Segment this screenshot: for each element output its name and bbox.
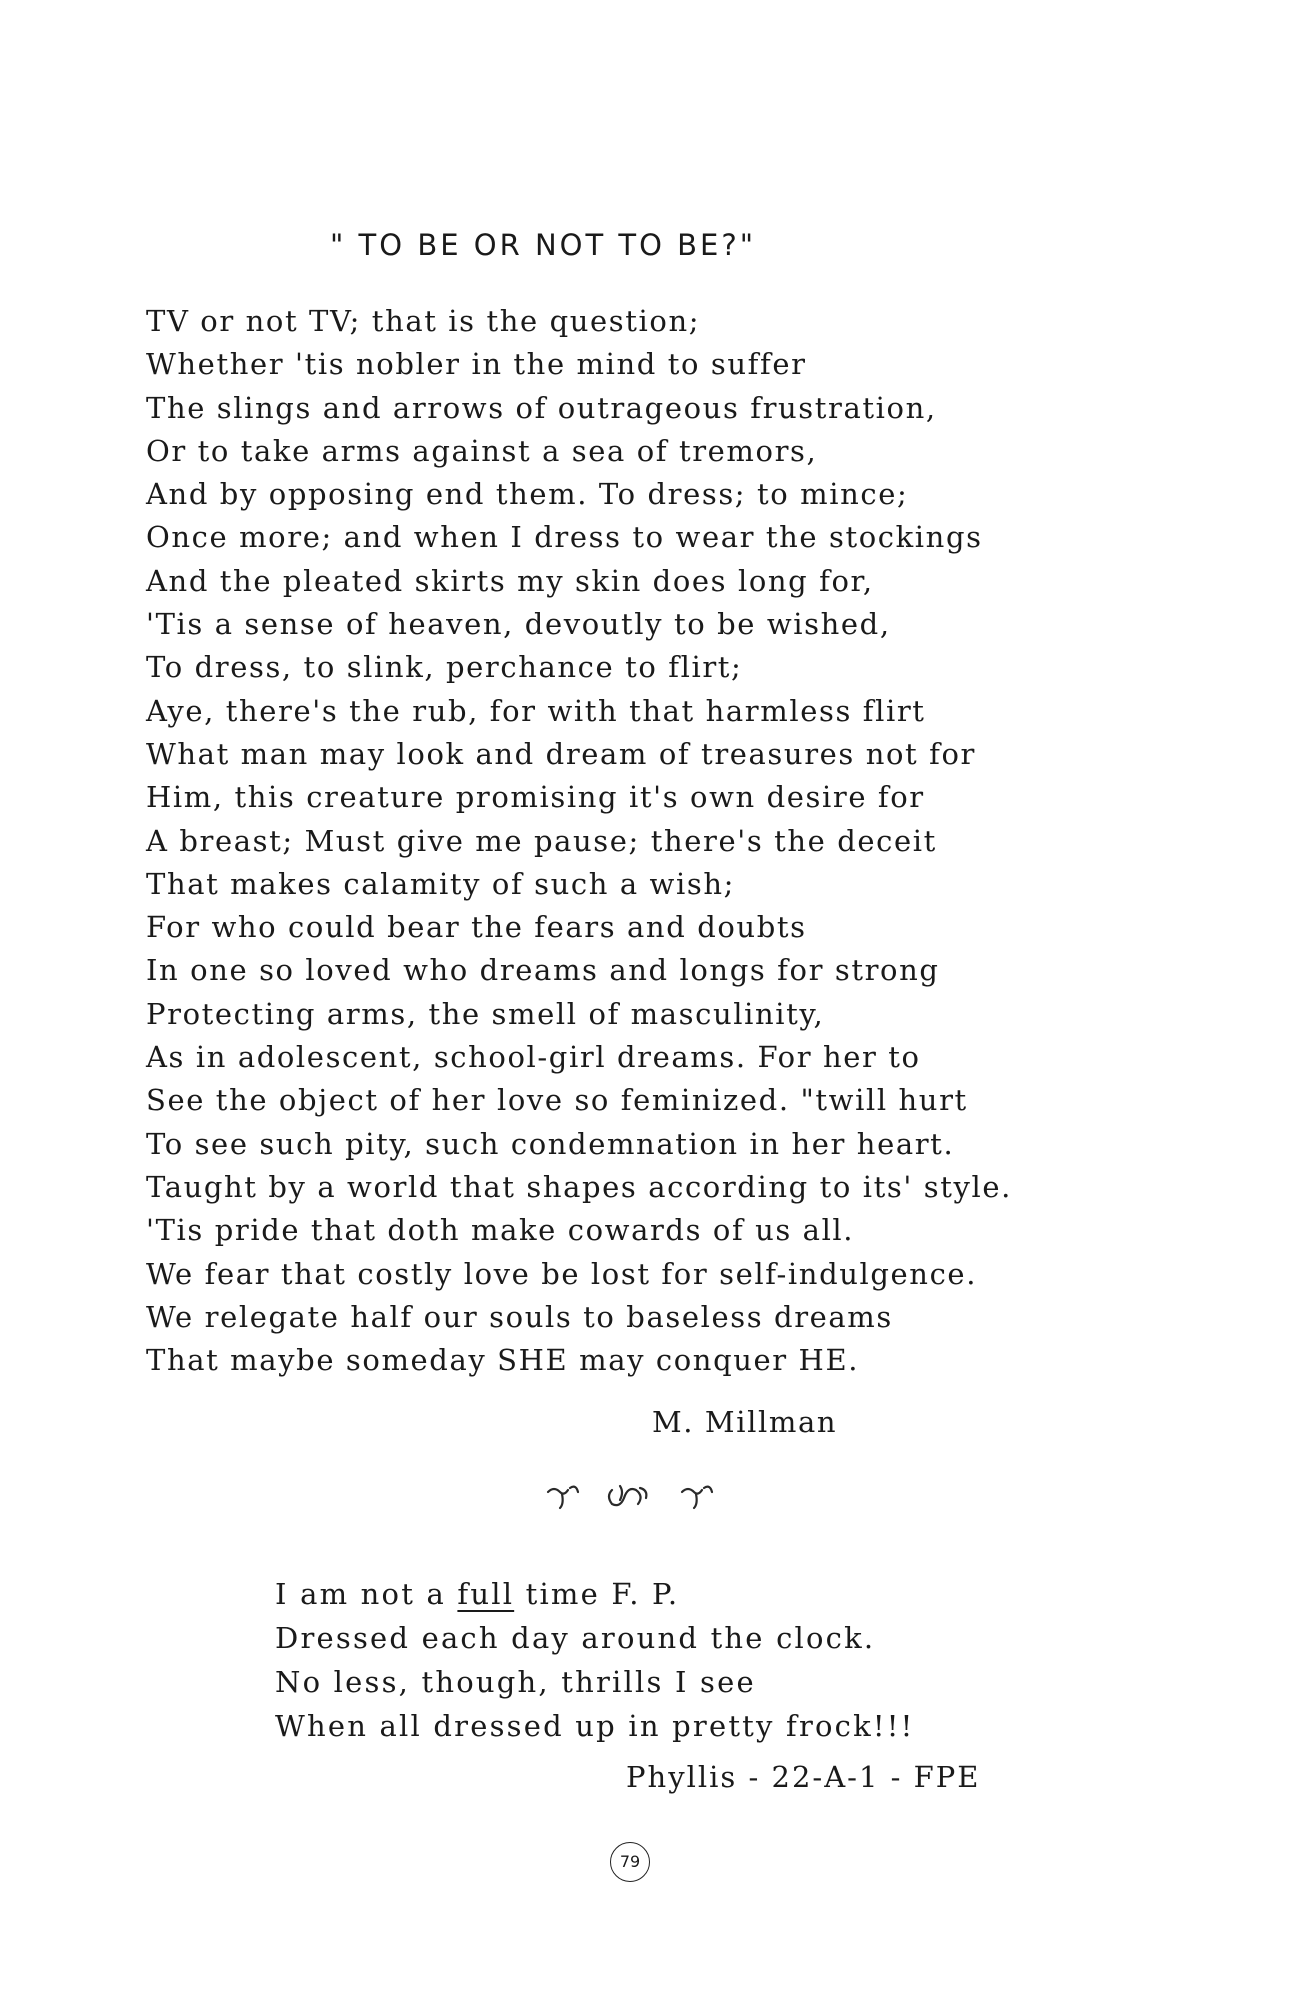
poem-line: TV or not TV; that is the question;	[146, 304, 701, 338]
underlined-word: full	[457, 1577, 515, 1611]
verse-line: When all dressed up in pretty frock!!!	[275, 1709, 915, 1743]
poem-line: Or to take arms against a sea of tremors,	[146, 433, 818, 468]
poem-line: Aye, there's the rub, for with that harmless flirt	[146, 693, 926, 728]
verse-line: No less, though, thrills I see	[275, 1665, 756, 1699]
poem-line: See the object of her love so feminized. "twill hurt	[146, 1083, 968, 1118]
poem-line: Whether 'tis nobler in the mind to suffer	[146, 347, 807, 382]
verse-line-text: I am not a	[275, 1577, 458, 1611]
page-number: 79	[610, 1842, 650, 1882]
poem-line: And by opposing end them. To dress; to mince;	[146, 477, 909, 512]
flourish-ornament-icon	[540, 1478, 720, 1514]
poem-line: 'Tis pride that doth make cowards of us all.	[146, 1213, 855, 1248]
poem-line: In one so loved who dreams and longs for strong	[146, 953, 940, 988]
poem-line: And the pleated skirts my skin does long for,	[146, 563, 874, 598]
poem-line: What man may look and dream of treasures not for	[146, 736, 976, 771]
poem-line: Taught by a world that shapes according to its' style.	[146, 1169, 1012, 1204]
poem-line: That makes calamity of such a wish;	[146, 866, 735, 901]
verse-line-text: time F. P.	[514, 1577, 680, 1611]
poem-title: " TO BE OR NOT TO BE?"	[330, 228, 757, 262]
poem-line: The slings and arrows of outrageous frustration,	[146, 390, 937, 425]
poem-line: To dress, to slink, perchance to flirt;	[146, 650, 743, 685]
poem-line: For who could bear the fears and doubts	[146, 910, 807, 945]
poem-line: Him, this creature promising it's own desire for	[146, 780, 925, 815]
poem-line: To see such pity, such condemnation in her heart.	[146, 1126, 955, 1161]
poem-line: That maybe someday SHE may conquer HE.	[146, 1343, 860, 1378]
verse-author: Phyllis - 22-A-1 - FPE	[626, 1760, 981, 1794]
poem-body	[146, 300, 1012, 1382]
verse-line	[275, 1572, 914, 1616]
poem-line: A breast; Must give me pause; there's the deceit	[146, 823, 937, 858]
poem-author: M. Millman	[652, 1405, 838, 1439]
short-verse	[275, 1572, 914, 1748]
poem-line: 'Tis a sense of heaven, devoutly to be wished,	[146, 607, 891, 642]
poem-line: Once more; and when I dress to wear the stockings	[146, 520, 983, 555]
poem-line: We relegate half our souls to baseless dreams	[146, 1299, 893, 1334]
verse-line: Dressed each day around the clock.	[275, 1621, 876, 1655]
poem-line: Protecting arms, the smell of masculinity,	[146, 996, 825, 1031]
poem-line: We fear that costly love be lost for self-indulgence.	[146, 1256, 978, 1291]
poem-line: As in adolescent, school-girl dreams. For her to	[146, 1040, 921, 1075]
